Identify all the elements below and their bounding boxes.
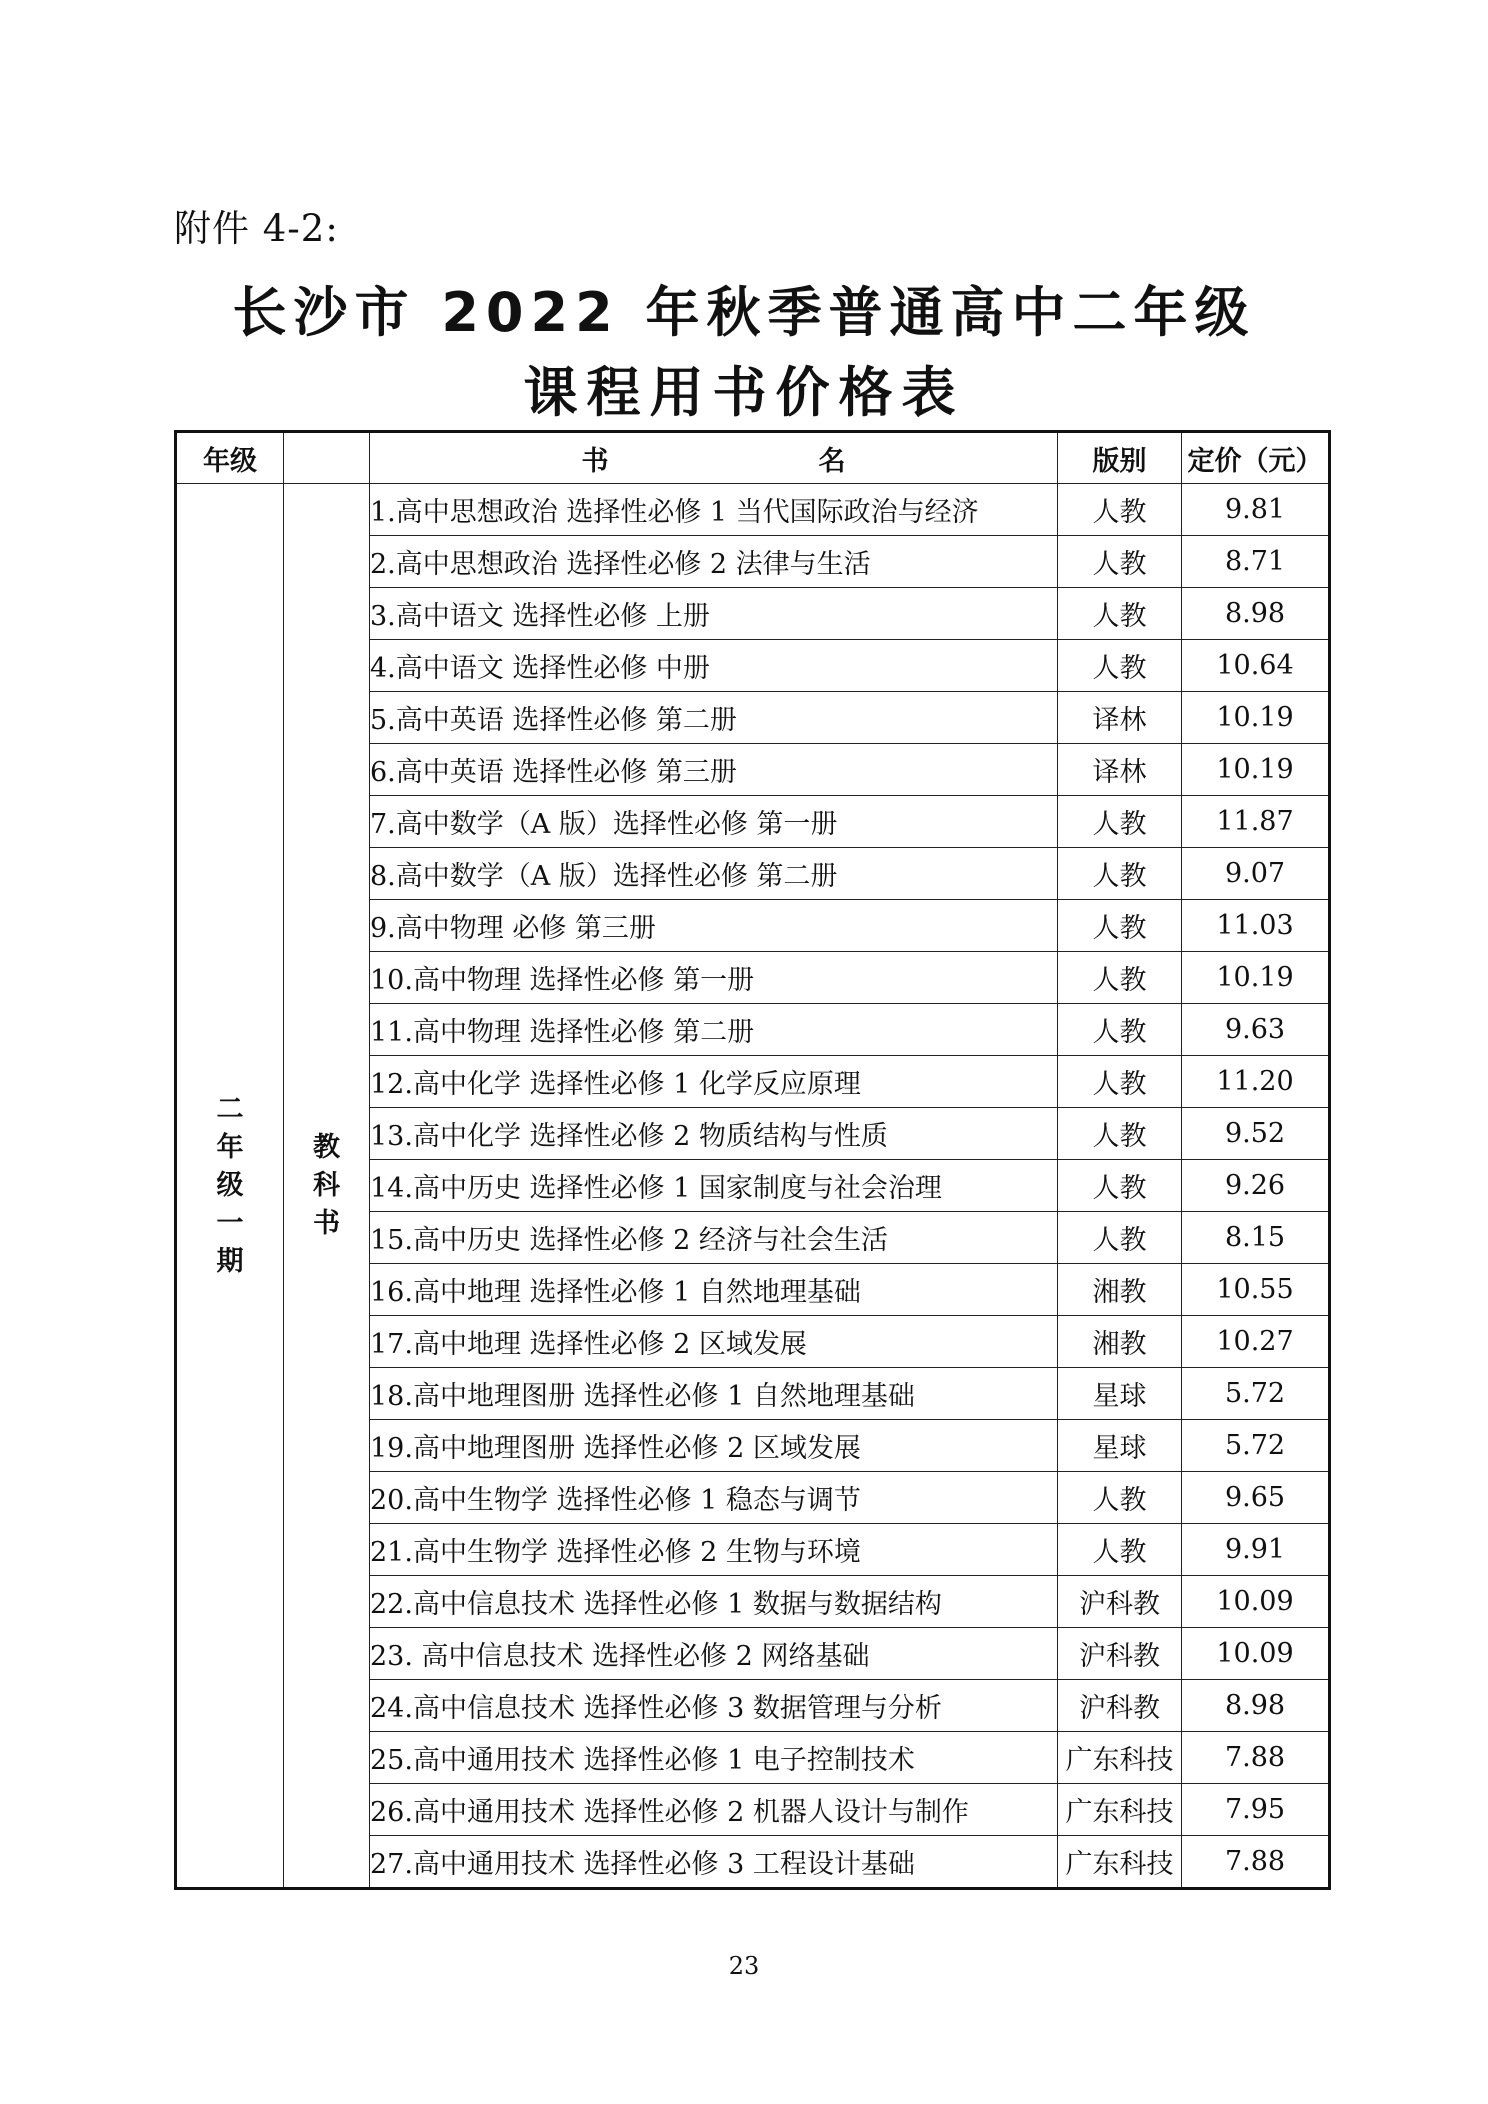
version-cell: 译林 [1058, 692, 1182, 744]
book-name-cell: 19.高中地理图册 选择性必修 2 区域发展 [370, 1420, 1058, 1472]
price-cell: 10.19 [1182, 744, 1330, 796]
category-label: 教科书 [313, 1131, 340, 1239]
price-cell: 10.55 [1182, 1264, 1330, 1316]
table-row [176, 484, 1330, 536]
version-cell: 人教 [1058, 796, 1182, 848]
version-cell: 星球 [1058, 1368, 1182, 1420]
book-name-cell: 10.高中物理 选择性必修 第一册 [370, 952, 1058, 1004]
price-cell: 9.52 [1182, 1108, 1330, 1160]
version-cell: 人教 [1058, 588, 1182, 640]
price-cell: 9.65 [1182, 1472, 1330, 1524]
version-cell: 人教 [1058, 1004, 1182, 1056]
price-cell: 7.88 [1182, 1836, 1330, 1889]
version-cell: 沪科教 [1058, 1576, 1182, 1628]
version-cell: 沪科教 [1058, 1628, 1182, 1680]
book-name-cell: 6.高中英语 选择性必修 第三册 [370, 744, 1058, 796]
book-name-cell: 26.高中通用技术 选择性必修 2 机器人设计与制作 [370, 1784, 1058, 1836]
book-name-cell: 15.高中历史 选择性必修 2 经济与社会生活 [370, 1212, 1058, 1264]
grade-cell [176, 484, 284, 1889]
version-cell: 湘教 [1058, 1316, 1182, 1368]
version-cell: 人教 [1058, 1056, 1182, 1108]
book-name-cell: 16.高中地理 选择性必修 1 自然地理基础 [370, 1264, 1058, 1316]
version-cell: 广东科技 [1058, 1732, 1182, 1784]
header-version: 版别 [1058, 432, 1182, 484]
price-cell: 9.91 [1182, 1524, 1330, 1576]
price-table [174, 430, 1331, 1890]
version-cell: 人教 [1058, 484, 1182, 536]
version-cell: 人教 [1058, 900, 1182, 952]
version-cell: 人教 [1058, 536, 1182, 588]
book-name-cell: 24.高中信息技术 选择性必修 3 数据管理与分析 [370, 1680, 1058, 1732]
price-cell: 9.26 [1182, 1160, 1330, 1212]
header-grade: 年级 [176, 432, 284, 484]
price-cell: 11.20 [1182, 1056, 1330, 1108]
attachment-label: 附件 4-2: [174, 207, 339, 250]
version-cell: 星球 [1058, 1420, 1182, 1472]
price-cell: 10.64 [1182, 640, 1330, 692]
book-name-cell: 22.高中信息技术 选择性必修 1 数据与数据结构 [370, 1576, 1058, 1628]
book-name-cell: 23. 高中信息技术 选择性必修 2 网络基础 [370, 1628, 1058, 1680]
price-cell: 8.71 [1182, 536, 1330, 588]
book-name-cell: 8.高中数学（A 版）选择性必修 第二册 [370, 848, 1058, 900]
page-title-line2: 课程用书价格表 [523, 361, 965, 424]
price-cell: 7.88 [1182, 1732, 1330, 1784]
price-cell: 10.19 [1182, 952, 1330, 1004]
price-cell: 9.63 [1182, 1004, 1330, 1056]
book-name-cell: 5.高中英语 选择性必修 第二册 [370, 692, 1058, 744]
version-cell: 广东科技 [1058, 1836, 1182, 1889]
version-cell: 人教 [1058, 640, 1182, 692]
table-body [176, 484, 1330, 1889]
price-cell: 10.27 [1182, 1316, 1330, 1368]
version-cell: 人教 [1058, 1160, 1182, 1212]
book-name-cell: 21.高中生物学 选择性必修 2 生物与环境 [370, 1524, 1058, 1576]
table-header-row [176, 432, 1330, 484]
price-cell: 10.09 [1182, 1628, 1330, 1680]
price-cell: 5.72 [1182, 1368, 1330, 1420]
book-name-cell: 11.高中物理 选择性必修 第二册 [370, 1004, 1058, 1056]
version-cell: 人教 [1058, 952, 1182, 1004]
book-name-cell: 17.高中地理 选择性必修 2 区域发展 [370, 1316, 1058, 1368]
book-name-cell: 3.高中语文 选择性必修 上册 [370, 588, 1058, 640]
version-cell: 湘教 [1058, 1264, 1182, 1316]
book-name-cell: 13.高中化学 选择性必修 2 物质结构与性质 [370, 1108, 1058, 1160]
price-cell: 11.87 [1182, 796, 1330, 848]
book-name-cell: 14.高中历史 选择性必修 1 国家制度与社会治理 [370, 1160, 1058, 1212]
book-name-cell: 9.高中物理 必修 第三册 [370, 900, 1058, 952]
book-name-cell: 12.高中化学 选择性必修 1 化学反应原理 [370, 1056, 1058, 1108]
page-number: 23 [728, 1952, 760, 1980]
price-cell: 9.07 [1182, 848, 1330, 900]
price-cell: 10.09 [1182, 1576, 1330, 1628]
version-cell: 人教 [1058, 1108, 1182, 1160]
book-name-cell: 4.高中语文 选择性必修 中册 [370, 640, 1058, 692]
version-cell: 人教 [1058, 1524, 1182, 1576]
book-name-cell: 2.高中思想政治 选择性必修 2 法律与生活 [370, 536, 1058, 588]
page-title-line1: 长沙市 2022 年秋季普通高中二年级 [232, 281, 1256, 344]
price-cell: 10.19 [1182, 692, 1330, 744]
header-book-name-part1: 书 [581, 445, 609, 477]
version-cell: 沪科教 [1058, 1680, 1182, 1732]
price-cell: 9.81 [1182, 484, 1330, 536]
book-name-cell: 7.高中数学（A 版）选择性必修 第一册 [370, 796, 1058, 848]
price-cell: 8.98 [1182, 1680, 1330, 1732]
header-type [284, 432, 370, 484]
price-cell: 8.15 [1182, 1212, 1330, 1264]
header-price: 定价（元） [1182, 432, 1330, 484]
version-cell: 人教 [1058, 1472, 1182, 1524]
book-name-cell: 25.高中通用技术 选择性必修 1 电子控制技术 [370, 1732, 1058, 1784]
grade-label: 二年级一期 [216, 1093, 244, 1277]
book-name-cell: 18.高中地理图册 选择性必修 1 自然地理基础 [370, 1368, 1058, 1420]
version-cell: 译林 [1058, 744, 1182, 796]
price-cell: 8.98 [1182, 588, 1330, 640]
version-cell: 广东科技 [1058, 1784, 1182, 1836]
category-cell [284, 484, 370, 1889]
price-cell: 5.72 [1182, 1420, 1330, 1472]
price-cell: 7.95 [1182, 1784, 1330, 1836]
header-book-name-part2: 名 [818, 445, 846, 477]
book-name-cell: 1.高中思想政治 选择性必修 1 当代国际政治与经济 [370, 484, 1058, 536]
header-book-name [370, 432, 1058, 484]
book-name-cell: 27.高中通用技术 选择性必修 3 工程设计基础 [370, 1836, 1058, 1889]
version-cell: 人教 [1058, 848, 1182, 900]
book-name-cell: 20.高中生物学 选择性必修 1 稳态与调节 [370, 1472, 1058, 1524]
version-cell: 人教 [1058, 1212, 1182, 1264]
price-cell: 11.03 [1182, 900, 1330, 952]
